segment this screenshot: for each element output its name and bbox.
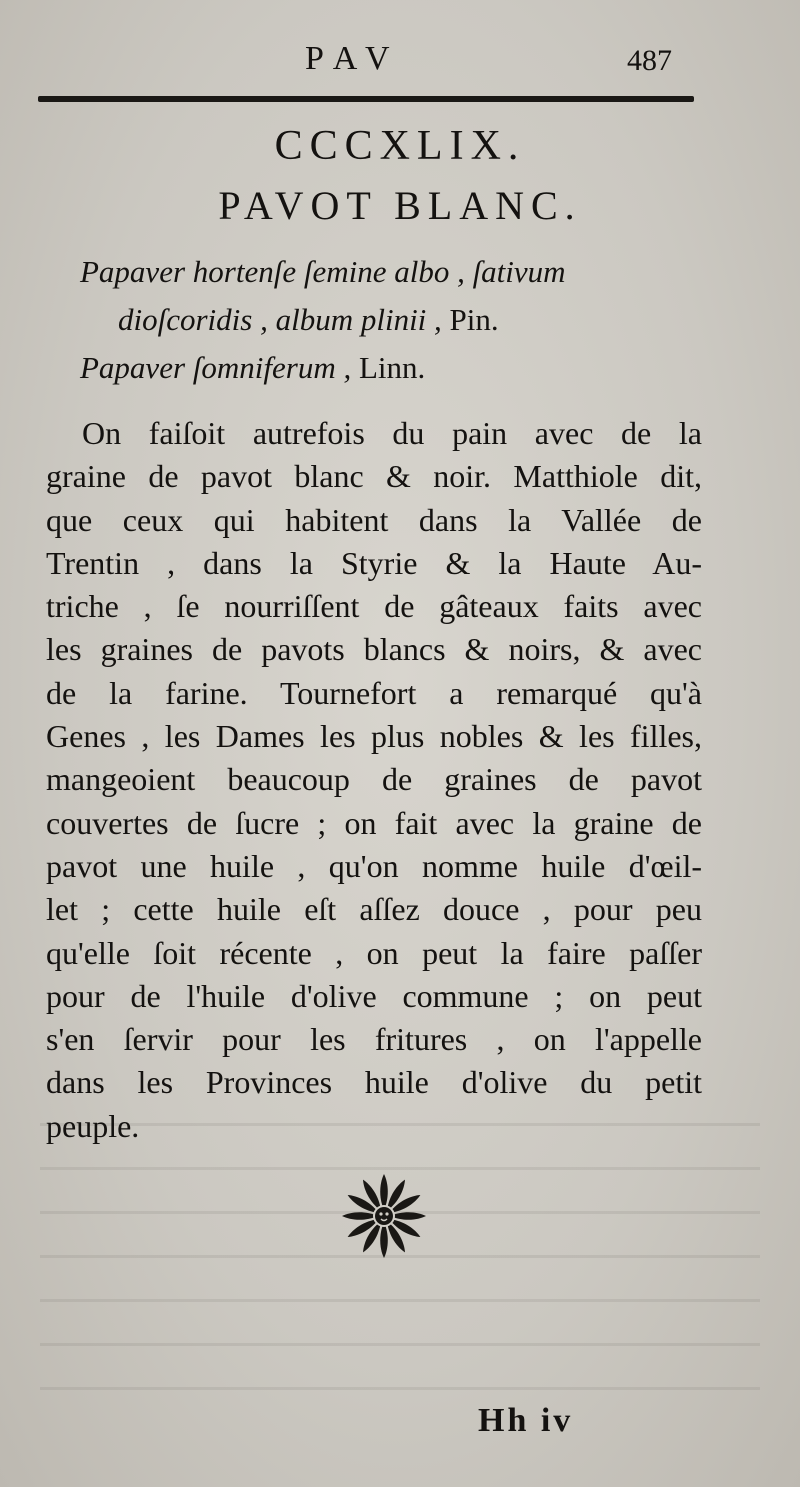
running-head [0, 40, 800, 90]
synonymy-line [80, 344, 760, 392]
text-line: de la farine. Tournefort a remarqué qu'à [46, 674, 702, 711]
header-rule [38, 96, 694, 102]
text-line: les graines de pavots blancs & noirs, & avec [46, 631, 702, 668]
text-line: dans les Provinces huile d'olive du petit [46, 1064, 702, 1101]
text-line: peuple. [46, 1107, 140, 1144]
latin-name: Papaver hortenſe ſemine albo , ſativum [80, 254, 566, 289]
latin-name: Papaver ſomniferum , [80, 350, 352, 385]
text-line: Trentin , dans la Styrie & la Haute Au- [46, 544, 702, 581]
synonymy-line [80, 296, 760, 344]
printer-ornament-icon [336, 1172, 432, 1260]
text-line: s'en ſervir pour les fritures , on l'appelle [46, 1021, 702, 1058]
text-line: que ceux qui habitent dans la Vallée de [46, 501, 702, 538]
text-line: On faiſoit autrefois du pain avec de la [82, 415, 702, 451]
synonymy-line [80, 248, 760, 296]
text-line: graine de pavot blanc & noir. Matthiole dit, [46, 458, 702, 495]
page-number: 487 [627, 44, 672, 77]
author-abbrev: Pin. [441, 302, 499, 337]
synonymy-block [80, 248, 760, 392]
text-line: Genes , les Dames les plus nobles & les filles, [46, 718, 702, 755]
text-line: pour de l'huile d'olive commune ; on peut [46, 977, 702, 1014]
body-paragraph [46, 412, 702, 1148]
signature-mark: Hh iv [478, 1402, 574, 1439]
text-line: qu'elle ſoit récente , on peut la faire paſſer [46, 934, 702, 971]
author-abbrev: Linn. [351, 350, 426, 385]
text-line: triche , ſe nourriſſent de gâteaux faits avec [46, 588, 702, 625]
chapter-title: PAVOT BLANC. [218, 183, 582, 228]
running-title: PAV [305, 40, 402, 77]
text-line: mangeoient beaucoup de graines de pavot [46, 761, 702, 798]
text-line: pavot une huile , qu'on nomme huile d'œil- [46, 847, 702, 884]
text-line: couvertes de ſucre ; on fait avec la graine de [46, 804, 702, 841]
chapter-number: CCCXLIX. [274, 123, 526, 169]
text-line: let ; cette huile eſt aſſez douce , pour peu [46, 891, 702, 928]
latin-name: dioſcoridis , album plinii , [118, 302, 442, 337]
